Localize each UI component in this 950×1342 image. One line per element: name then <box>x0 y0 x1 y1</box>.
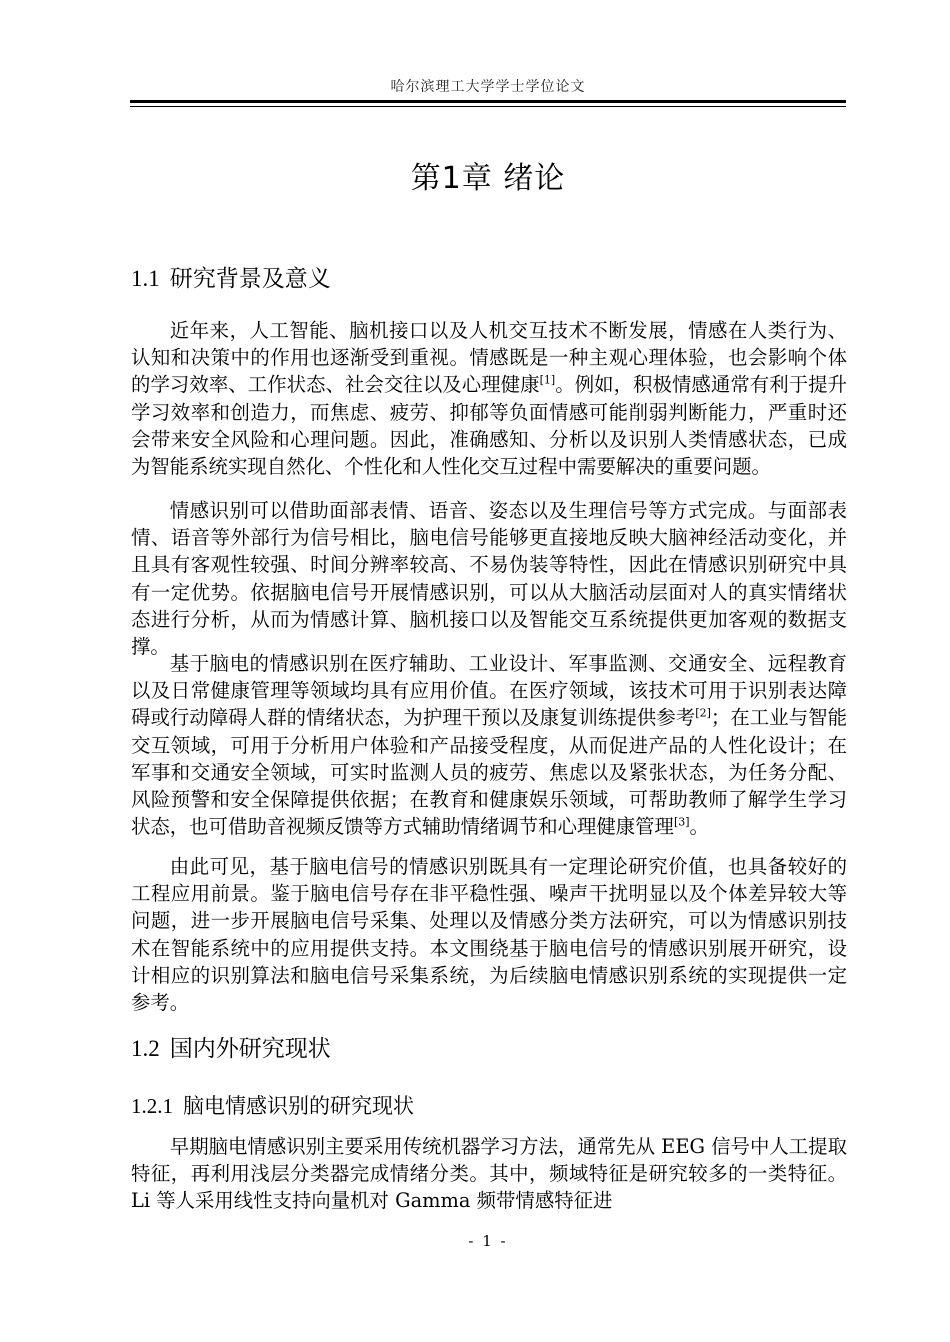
paragraph-text: 早期脑电情感识别主要采用传统机器学习方法，通常先从 EEG 信号中人工提取特征，再利用浅层分类器完成情绪分类。其中，频域特征是研究较多的一类特征。Li 等人采用线性支持向量机对 Gamma 频带情感特征进 <box>131 1135 847 1213</box>
paragraph-text: 基于脑电的情感识别在医疗辅助、工业设计、军事监测、交通安全、远程教育以及日常健康管理等领域均具有应用价值。在医疗领域，该技术可用于识别表达障碍或行动障碍人群的情绪状态，为护理干预以及康复训练提供参考 <box>131 652 847 730</box>
paragraph-text: 情感识别可以借助面部表情、语音、姿态以及生理信号等方式完成。与面部表情、语音等外部行为信号相比，脑电信号能够更直接地反映大脑神经活动变化，并且具有客观性较强、时间分辨率较高、不易伪装等特性，因此在情感识别研究中具有一定优势。依据脑电信号开展情感识别，可以从大脑活动层面对人的真实情绪状态进行分析，从而为情感计算、脑机接口以及智能交互系统提供更加客观的数据支撑。 <box>131 499 847 659</box>
section-number: 1.1 <box>131 266 160 291</box>
paragraph-text: 。 <box>689 815 709 839</box>
section-title: 研究背景及意义 <box>169 266 331 292</box>
paragraph-text: 近年来，人工智能、脑机接口以及人机交互技术不断发展，情感在人类行为、认知和决策中的作用也逐渐受到重视。情感既是一种主观心理体验，也会影响个体的学习效率、工作状态、社会交往以及心理健康 <box>131 319 847 397</box>
section-title: 国内外研究现状 <box>169 1036 331 1062</box>
paragraph-1 <box>131 317 847 480</box>
header-rule-thick <box>130 100 846 103</box>
paragraph-text: 。例如，积极情感通常有利于提升学习效率和创造力，而焦虑、疲劳、抑郁等负面情感可能削弱判断能力，严重时还会带来安全风险和心理问题。因此，准确感知、分析以及识别人类情感状态，已成为智能系统实现自然化、个性化和人性化交互过程中需要解决的重要问题。 <box>131 373 848 479</box>
citation: [3] <box>673 815 690 829</box>
header-rule-thin <box>130 106 846 107</box>
citation: [2] <box>695 706 711 720</box>
section-heading-1-1 <box>131 260 331 293</box>
subsection-title: 脑电情感识别的研究现状 <box>183 1094 414 1118</box>
subsection-number: 1.2.1 <box>131 1094 173 1118</box>
paragraph-5 <box>131 1133 847 1215</box>
paragraph-2 <box>131 497 847 660</box>
paragraph-text: ；在工业与智能交互领域，可用于分析用户体验和产品接受程度，从而促进产品的人性化设计；在军事和交通安全领域，可实时监测人员的疲劳、焦虑以及紧张状态，为任务分配、风险预警和安全保障提供依据；在教育和健康娱乐领域，可帮助教师了解学生学习状态，也可借助音视频反馈等方式辅助情绪调节和心理健康管理 <box>131 706 848 839</box>
subsection-heading-1-2-1 <box>131 1090 414 1120</box>
citation: [1] <box>539 373 556 387</box>
section-number: 1.2 <box>131 1036 160 1061</box>
section-heading-1-2 <box>131 1030 331 1063</box>
running-header-title: 哈尔滨理工大学学士学位论文 <box>390 79 586 95</box>
paragraph-text: 由此可见，基于脑电信号的情感识别既具有一定理论研究价值，也具备较好的工程应用前景。鉴于脑电信号存在非平稳性强、噪声干扰明显以及个体差异较大等问题，进一步开展脑电信号采集、处理以及情感分类方法研究，可以为情感识别技术在智能系统中的应用提供支持。本文围绕基于脑电信号的情感识别展开研究，设计相应的识别算法和脑电信号采集系统，为后续脑电情感识别系统的实现提供一定参考。 <box>131 855 847 1015</box>
page-number: - 1 - <box>468 1232 508 1250</box>
paragraph-4 <box>131 853 847 1016</box>
paragraph-3 <box>131 650 847 840</box>
chapter-title: 第1章 绪论 <box>410 161 566 196</box>
